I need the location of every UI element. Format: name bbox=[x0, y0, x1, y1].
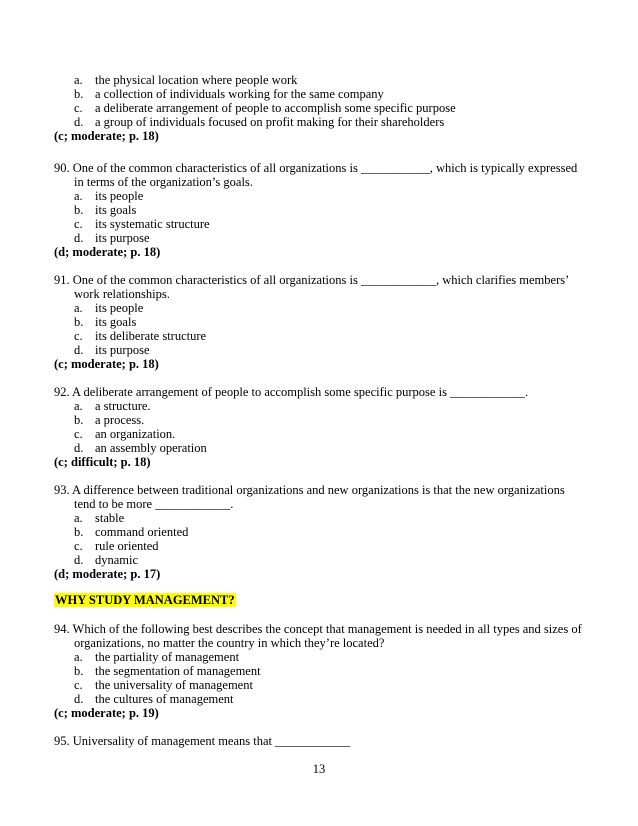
question-94 bbox=[54, 622, 584, 720]
option-b: b. command oriented bbox=[74, 525, 189, 539]
option-b: b. a collection of individuals working for the same company bbox=[74, 87, 384, 101]
option-a: a. its people bbox=[74, 189, 144, 203]
option-c: c. its deliberate structure bbox=[74, 329, 207, 343]
option-c: c. a deliberate arrangement of people to accomplish some specific purpose bbox=[74, 101, 456, 115]
question-text-continued: organizations, no matter the country in which they’re located? bbox=[74, 636, 385, 650]
question-text: 91. One of the common characteristics of all organizations is ____________, which clarifies members’ bbox=[54, 273, 570, 287]
question-89-continuation bbox=[54, 73, 584, 143]
option-b: b. its goals bbox=[74, 315, 137, 329]
option-d: d. its purpose bbox=[74, 343, 150, 357]
question-text: 95. Universality of management means that ____________ bbox=[54, 734, 351, 748]
option-a: a. the physical location where people work bbox=[74, 73, 298, 87]
question-95 bbox=[54, 734, 584, 748]
option-c: c. an organization. bbox=[74, 427, 176, 441]
answer-key: (c; moderate; p. 18) bbox=[54, 129, 159, 143]
option-b: b. a process. bbox=[74, 413, 145, 427]
option-c: c. rule oriented bbox=[74, 539, 159, 553]
option-b: b. the segmentation of management bbox=[74, 664, 261, 678]
option-b: b. its goals bbox=[74, 203, 137, 217]
question-text-continued: tend to be more ____________. bbox=[74, 497, 234, 511]
section-heading: WHY STUDY MANAGEMENT? bbox=[55, 593, 235, 607]
option-c: c. its systematic structure bbox=[74, 217, 210, 231]
option-a: a. the partiality of management bbox=[74, 650, 240, 664]
question-text-continued: work relationships. bbox=[74, 287, 170, 301]
option-a: a. stable bbox=[74, 511, 125, 525]
option-d: d. an assembly operation bbox=[74, 441, 207, 455]
question-text: 93. A difference between traditional organizations and new organizations is that the new organizations bbox=[54, 483, 565, 497]
page-number: 13 bbox=[312, 762, 326, 776]
option-d: d. a group of individuals focused on profit making for their shareholders bbox=[74, 115, 445, 129]
option-a: a. its people bbox=[74, 301, 144, 315]
question-91 bbox=[54, 273, 584, 371]
option-d: d. dynamic bbox=[74, 553, 139, 567]
question-text: 94. Which of the following best describes the concept that management is needed in all types and sizes of bbox=[54, 622, 582, 636]
question-text: 92. A deliberate arrangement of people to accomplish some specific purpose is ____________. bbox=[54, 385, 529, 399]
answer-key: (c; moderate; p. 19) bbox=[54, 706, 159, 720]
answer-key: (d; moderate; p. 17) bbox=[54, 567, 161, 581]
answer-key: (d; moderate; p. 18) bbox=[54, 245, 161, 259]
question-93 bbox=[54, 483, 584, 581]
question-text: 90. One of the common characteristics of all organizations is ___________, which is typically expressed bbox=[54, 161, 578, 175]
option-d: d. its purpose bbox=[74, 231, 150, 245]
question-92 bbox=[54, 385, 584, 469]
answer-key: (c; difficult; p. 18) bbox=[54, 455, 151, 469]
option-c: c. the universality of management bbox=[74, 678, 253, 692]
option-a: a. a structure. bbox=[74, 399, 151, 413]
question-text-continued: in terms of the organization’s goals. bbox=[74, 175, 253, 189]
answer-key: (c; moderate; p. 18) bbox=[54, 357, 159, 371]
question-90 bbox=[54, 161, 584, 259]
option-d: d. the cultures of management bbox=[74, 692, 234, 706]
